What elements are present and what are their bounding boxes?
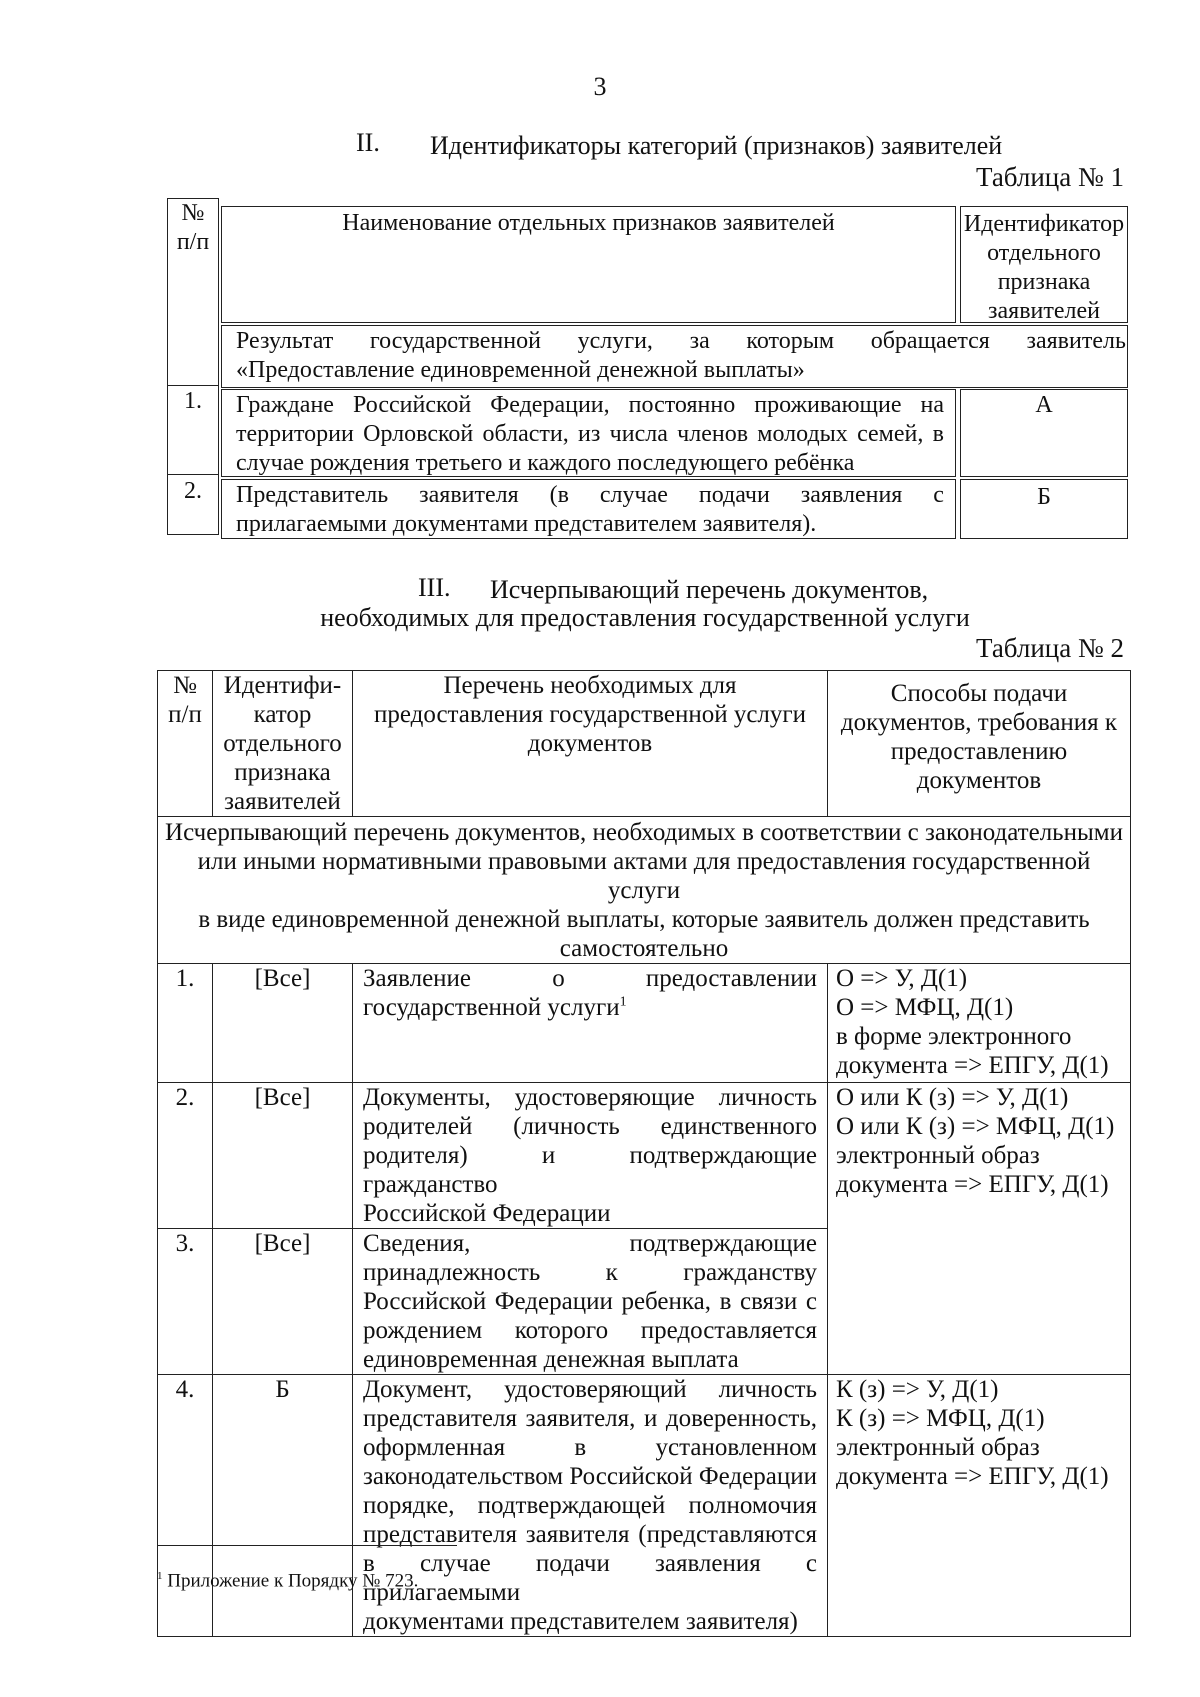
t2-doc-line: единовременная денежная выплата (363, 1346, 739, 1373)
section-3-numeral: III. (418, 573, 451, 602)
t2-way-line: в форме электронного (836, 1023, 1072, 1050)
t2-row-3-id: [Все] (213, 1229, 353, 1375)
t1-row-1-line: Граждане Российской Федерации, постоянно проживающие на (236, 392, 944, 418)
t2-ways-line: документов (916, 767, 1042, 794)
t2-way-line: О или К (з) => МФЦ, Д(1) (836, 1113, 1115, 1140)
t2-id-line: отдельного (223, 730, 342, 757)
t2-row-2 (158, 1083, 1131, 1229)
t1-row-1-text (236, 391, 944, 478)
t2-doc-line: законодательством Российской Федерации (363, 1463, 817, 1490)
page-number: 3 (593, 72, 607, 101)
t2-docs-line: документов (527, 730, 653, 757)
t1-row-2-word: заявления (800, 482, 903, 508)
t2-way-line: О => МФЦ, Д(1) (836, 994, 1014, 1021)
t1-result-word: которым (746, 328, 835, 354)
t1-row-2-word: с (933, 482, 944, 508)
t2-doc-line: родителей (личность единственного (363, 1113, 817, 1140)
t1-col-no-header (167, 199, 219, 257)
t2-way-line: документа => ЕПГУ, Д(1) (836, 1171, 1109, 1198)
t2-row-2-no: 2. (158, 1083, 213, 1229)
t2-span-line: или иными нормативными правовыми актами для предоставления государственной услуги (197, 848, 1091, 904)
t2-no-pp: п/п (168, 701, 202, 728)
t1-row-1-line: территории Орловской области, из числа членов молодых семей, в (236, 421, 944, 447)
t2-doc-word: предоставлении (645, 965, 817, 992)
t2-header-docs (353, 671, 828, 817)
section-2-numeral: II. (356, 128, 380, 157)
t2-doc-line: Документ, удостоверяющий личность (363, 1376, 817, 1403)
t2-doc-line: Документы, удостоверяющие личность (363, 1084, 817, 1111)
t2-row-4-ways (828, 1375, 1131, 1637)
t2-way-line: О => У, Д(1) (836, 965, 968, 992)
t2-doc-word: о (552, 965, 565, 992)
t2-ways-line: документов, требования к (840, 709, 1118, 736)
t1-row-2-word: случае (599, 482, 668, 508)
t2-row-2-3-ways (828, 1083, 1131, 1375)
t2-doc-line: принадлежность к гражданству (363, 1259, 817, 1286)
t2-no-symbol: № (173, 672, 197, 699)
t2-doc-text: государственной услуги (363, 994, 620, 1021)
t2-doc-line: представителя заявителя, и доверенность, (363, 1405, 817, 1432)
t2-span-cell (158, 817, 1131, 964)
t1-id-line-1: Идентификатор (963, 211, 1125, 237)
footnote-number: 1 (157, 1570, 163, 1582)
t2-row-2-id: [Все] (213, 1083, 353, 1229)
t2-span-line: самостоятельно (559, 935, 729, 962)
t1-no-pp: п/п (176, 229, 210, 255)
t1-result-line-2: «Предоставление единовременной денежной выплаты» (236, 357, 805, 383)
t1-result-word: обращается (870, 328, 990, 354)
t2-row-4-id: Б (213, 1375, 353, 1637)
t1-id-line-4: заявителей (988, 298, 1100, 324)
t2-doc-line: родителя) и подтверждающие гражданство (363, 1142, 817, 1198)
t1-result-word: заявитель (1026, 328, 1126, 354)
t1-header-name: Наименование отдельных признаков заявителей (342, 210, 835, 236)
section-2-title: Идентификаторы категорий (признаков) заявителей (430, 131, 1003, 160)
t1-result-word: Результат (236, 328, 334, 354)
t1-row-1-id: А (1035, 392, 1053, 418)
t2-way-line: документа => ЕПГУ, Д(1) (836, 1052, 1109, 1079)
t2-row-4-doc (353, 1375, 828, 1637)
t2-row-3-doc (353, 1229, 828, 1375)
t2-header-id (213, 671, 353, 817)
t2-row-1-ways (828, 964, 1131, 1083)
t2-id-line: катор (253, 701, 312, 728)
t2-span-line: Исчерпывающий перечень документов, необходимых в соответствии с законодательными (165, 819, 1123, 846)
t2-header-ways (828, 671, 1131, 817)
t1-row-1-no: 1. (184, 388, 202, 414)
t2-header-row (158, 671, 1131, 817)
footnote-mark: 1 (619, 994, 627, 1010)
t1-no-sep-2 (167, 474, 219, 475)
t1-row-2-line-1 (236, 481, 944, 510)
table-2-label: Таблица № 2 (976, 633, 1124, 663)
table-1-label: Таблица № 1 (976, 162, 1124, 192)
section-3-title-line-1: Исчерпывающий перечень документов, (490, 575, 929, 604)
t1-row-2-text (236, 481, 944, 539)
t2-row-2-doc (353, 1083, 828, 1229)
t1-no-symbol: № (181, 200, 205, 226)
t1-row-2-no: 2. (184, 478, 202, 504)
footnote-text: Приложение к Порядку № 723. (167, 1570, 419, 1592)
t1-row-2-word: подачи (698, 482, 770, 508)
footnote (157, 1570, 418, 1592)
t2-span-line: в виде единовременной денежной выплаты, которые заявитель должен представить (198, 906, 1090, 933)
t1-result-line-1 (236, 327, 1126, 356)
table-2 (157, 670, 1131, 1637)
t1-id-line-2: отдельного (987, 240, 1101, 266)
t2-row-1-no: 1. (158, 964, 213, 1083)
t2-id-line: признака (234, 759, 331, 786)
t2-doc-line: Сведения, подтверждающие (363, 1230, 817, 1257)
t2-doc-line: рождением которого предоставляется (363, 1317, 817, 1344)
t1-row-2-word: заявителя (419, 482, 519, 508)
t2-docs-line: предоставления государственной услуги (373, 701, 807, 728)
t2-header-no (158, 671, 213, 817)
footnote-separator (157, 1545, 457, 1546)
t1-id-line-3: признака (997, 269, 1091, 295)
t2-doc-line: представителя заявителя (представляются (363, 1521, 817, 1548)
t2-id-line: Идентифи- (223, 672, 342, 699)
t2-doc-line: в случае подачи заявления с прилагаемыми (363, 1550, 817, 1606)
t2-ways-line: Способы подачи (890, 680, 1068, 707)
t1-row-2-word: (в (549, 482, 569, 508)
t1-row-2-id: Б (1037, 484, 1051, 510)
t1-row-1-line: случае рождения третьего и каждого последующего ребёнка (236, 450, 855, 476)
t1-row-2-line-2: прилагаемыми документами представителем заявителя). (236, 511, 817, 537)
t2-doc-line: Российской Федерации (363, 1200, 611, 1227)
t2-ways-line: предоставлению (890, 738, 1068, 765)
t1-header-id (960, 210, 1128, 326)
t2-row-1 (158, 964, 1131, 1083)
t2-doc-word: Заявление (363, 965, 472, 992)
t1-result-text (236, 327, 1126, 385)
t2-doc-line: Российской Федерации ребенка, в связи с (363, 1288, 817, 1315)
t2-row-1-doc-line-1 (363, 964, 817, 993)
t1-result-word: услуги, (577, 328, 653, 354)
t1-row-2-word: Представитель (236, 482, 389, 508)
t2-row-3-no: 3. (158, 1229, 213, 1375)
t1-result-word: государственной (369, 328, 541, 354)
t2-way-line: документа => ЕПГУ, Д(1) (836, 1463, 1109, 1490)
t1-result-word: за (689, 328, 710, 354)
t2-row-1-doc (353, 964, 828, 1083)
t2-row-4-no: 4. (158, 1375, 213, 1637)
t2-way-line: О или К (з) => У, Д(1) (836, 1084, 1069, 1111)
t2-doc-line: порядке, подтверждающей полномочия (363, 1492, 817, 1519)
t2-way-line: электронный образ (836, 1142, 1040, 1169)
t2-docs-line: Перечень необходимых для (443, 672, 737, 699)
t2-row-4 (158, 1375, 1131, 1637)
t2-way-line: К (з) => МФЦ, Д(1) (836, 1405, 1045, 1432)
t1-no-sep-1 (167, 385, 219, 386)
t2-way-line: К (з) => У, Д(1) (836, 1376, 999, 1403)
t2-row-1-id: [Все] (213, 964, 353, 1083)
t2-span-row (158, 817, 1131, 964)
t2-way-line: электронный образ (836, 1434, 1040, 1461)
t2-row-1-doc-line-2 (363, 993, 817, 1022)
t2-id-line: заявителей (224, 788, 341, 815)
t2-doc-line: документами представителем заявителя) (363, 1608, 798, 1635)
t2-doc-line: оформленная в установленном (363, 1434, 817, 1461)
section-3-title-line-2: необходимых для предоставления государственной услуги (320, 603, 970, 632)
